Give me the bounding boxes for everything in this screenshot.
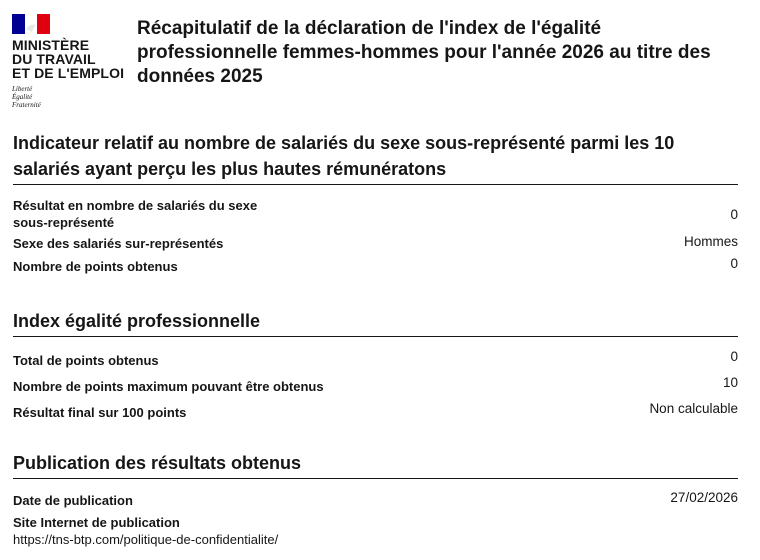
ministry-name <box>12 38 130 80</box>
total-points-label: Total de points obtenus <box>13 353 159 368</box>
index-section <box>13 308 738 426</box>
points-maximum-label: Nombre de points maximum pouvant être obtenus <box>13 379 324 394</box>
indicateur-section-title: Indicateur relatif au nombre de salariés du sexe sous-représenté parmi les 10 salariés ayant perçu les plus hautes rémunératons <box>13 130 738 185</box>
resultat-final-row <box>13 402 738 426</box>
index-section-title: Index égalité professionnelle <box>13 308 738 337</box>
points-maximum-value: 10 <box>722 375 738 390</box>
sexe-sur-representes-label: Sexe des salariés sur-représentés <box>13 236 224 251</box>
total-points-row <box>13 350 738 376</box>
points-obtenus-row <box>13 258 738 280</box>
ministry-logo <box>12 14 130 109</box>
publication-section-title: Publication des résultats obtenus <box>13 450 738 479</box>
date-publication-label: Date de publication <box>13 493 133 508</box>
document-title: Récapitulatif de la déclaration de l'index de l'égalité professionnelle femmes-hommes pour l'année 2026 au titre des données 2025 <box>137 18 711 87</box>
ministry-name-line-1: MINISTÈRE <box>12 37 90 53</box>
sexe-sur-representes-row <box>13 233 738 258</box>
resultat-salaries-value: 0 <box>730 207 738 222</box>
site-publication-url: https://tns-btp.com/politique-de-confidentialite/ <box>13 532 279 547</box>
resultat-salaries-row <box>13 197 738 233</box>
resultat-final-value: Non calculable <box>649 401 738 416</box>
site-publication-row <box>13 514 738 548</box>
motto-liberte: Liberté <box>12 85 33 93</box>
points-maximum-row <box>13 376 738 402</box>
ministry-name-line-2: DU TRAVAIL <box>12 51 96 67</box>
republic-motto <box>12 85 130 109</box>
resultat-final-label: Résultat final sur 100 points <box>13 405 187 420</box>
sexe-sur-representes-value: Hommes <box>683 234 738 249</box>
ministry-name-line-3: ET DE L'EMPLOI <box>12 65 125 81</box>
site-publication-label: Site Internet de publication <box>13 515 180 530</box>
points-obtenus-value: 0 <box>730 256 738 271</box>
points-obtenus-label: Nombre de points obtenus <box>13 259 178 274</box>
date-publication-value: 27/02/2026 <box>670 490 738 505</box>
publication-section <box>13 450 738 548</box>
motto-egalite: Égalité <box>12 93 33 101</box>
french-flag-icon <box>12 14 50 34</box>
date-publication-row <box>13 492 738 514</box>
document-header <box>0 0 760 120</box>
total-points-value: 0 <box>730 349 738 364</box>
indicateur-section <box>13 130 738 280</box>
resultat-salaries-label-line-1: Résultat en nombre de salariés du sexe <box>13 198 258 213</box>
motto-fraternite: Fraternité <box>12 101 41 109</box>
resultat-salaries-label-line-2: sous-représenté <box>13 215 115 230</box>
